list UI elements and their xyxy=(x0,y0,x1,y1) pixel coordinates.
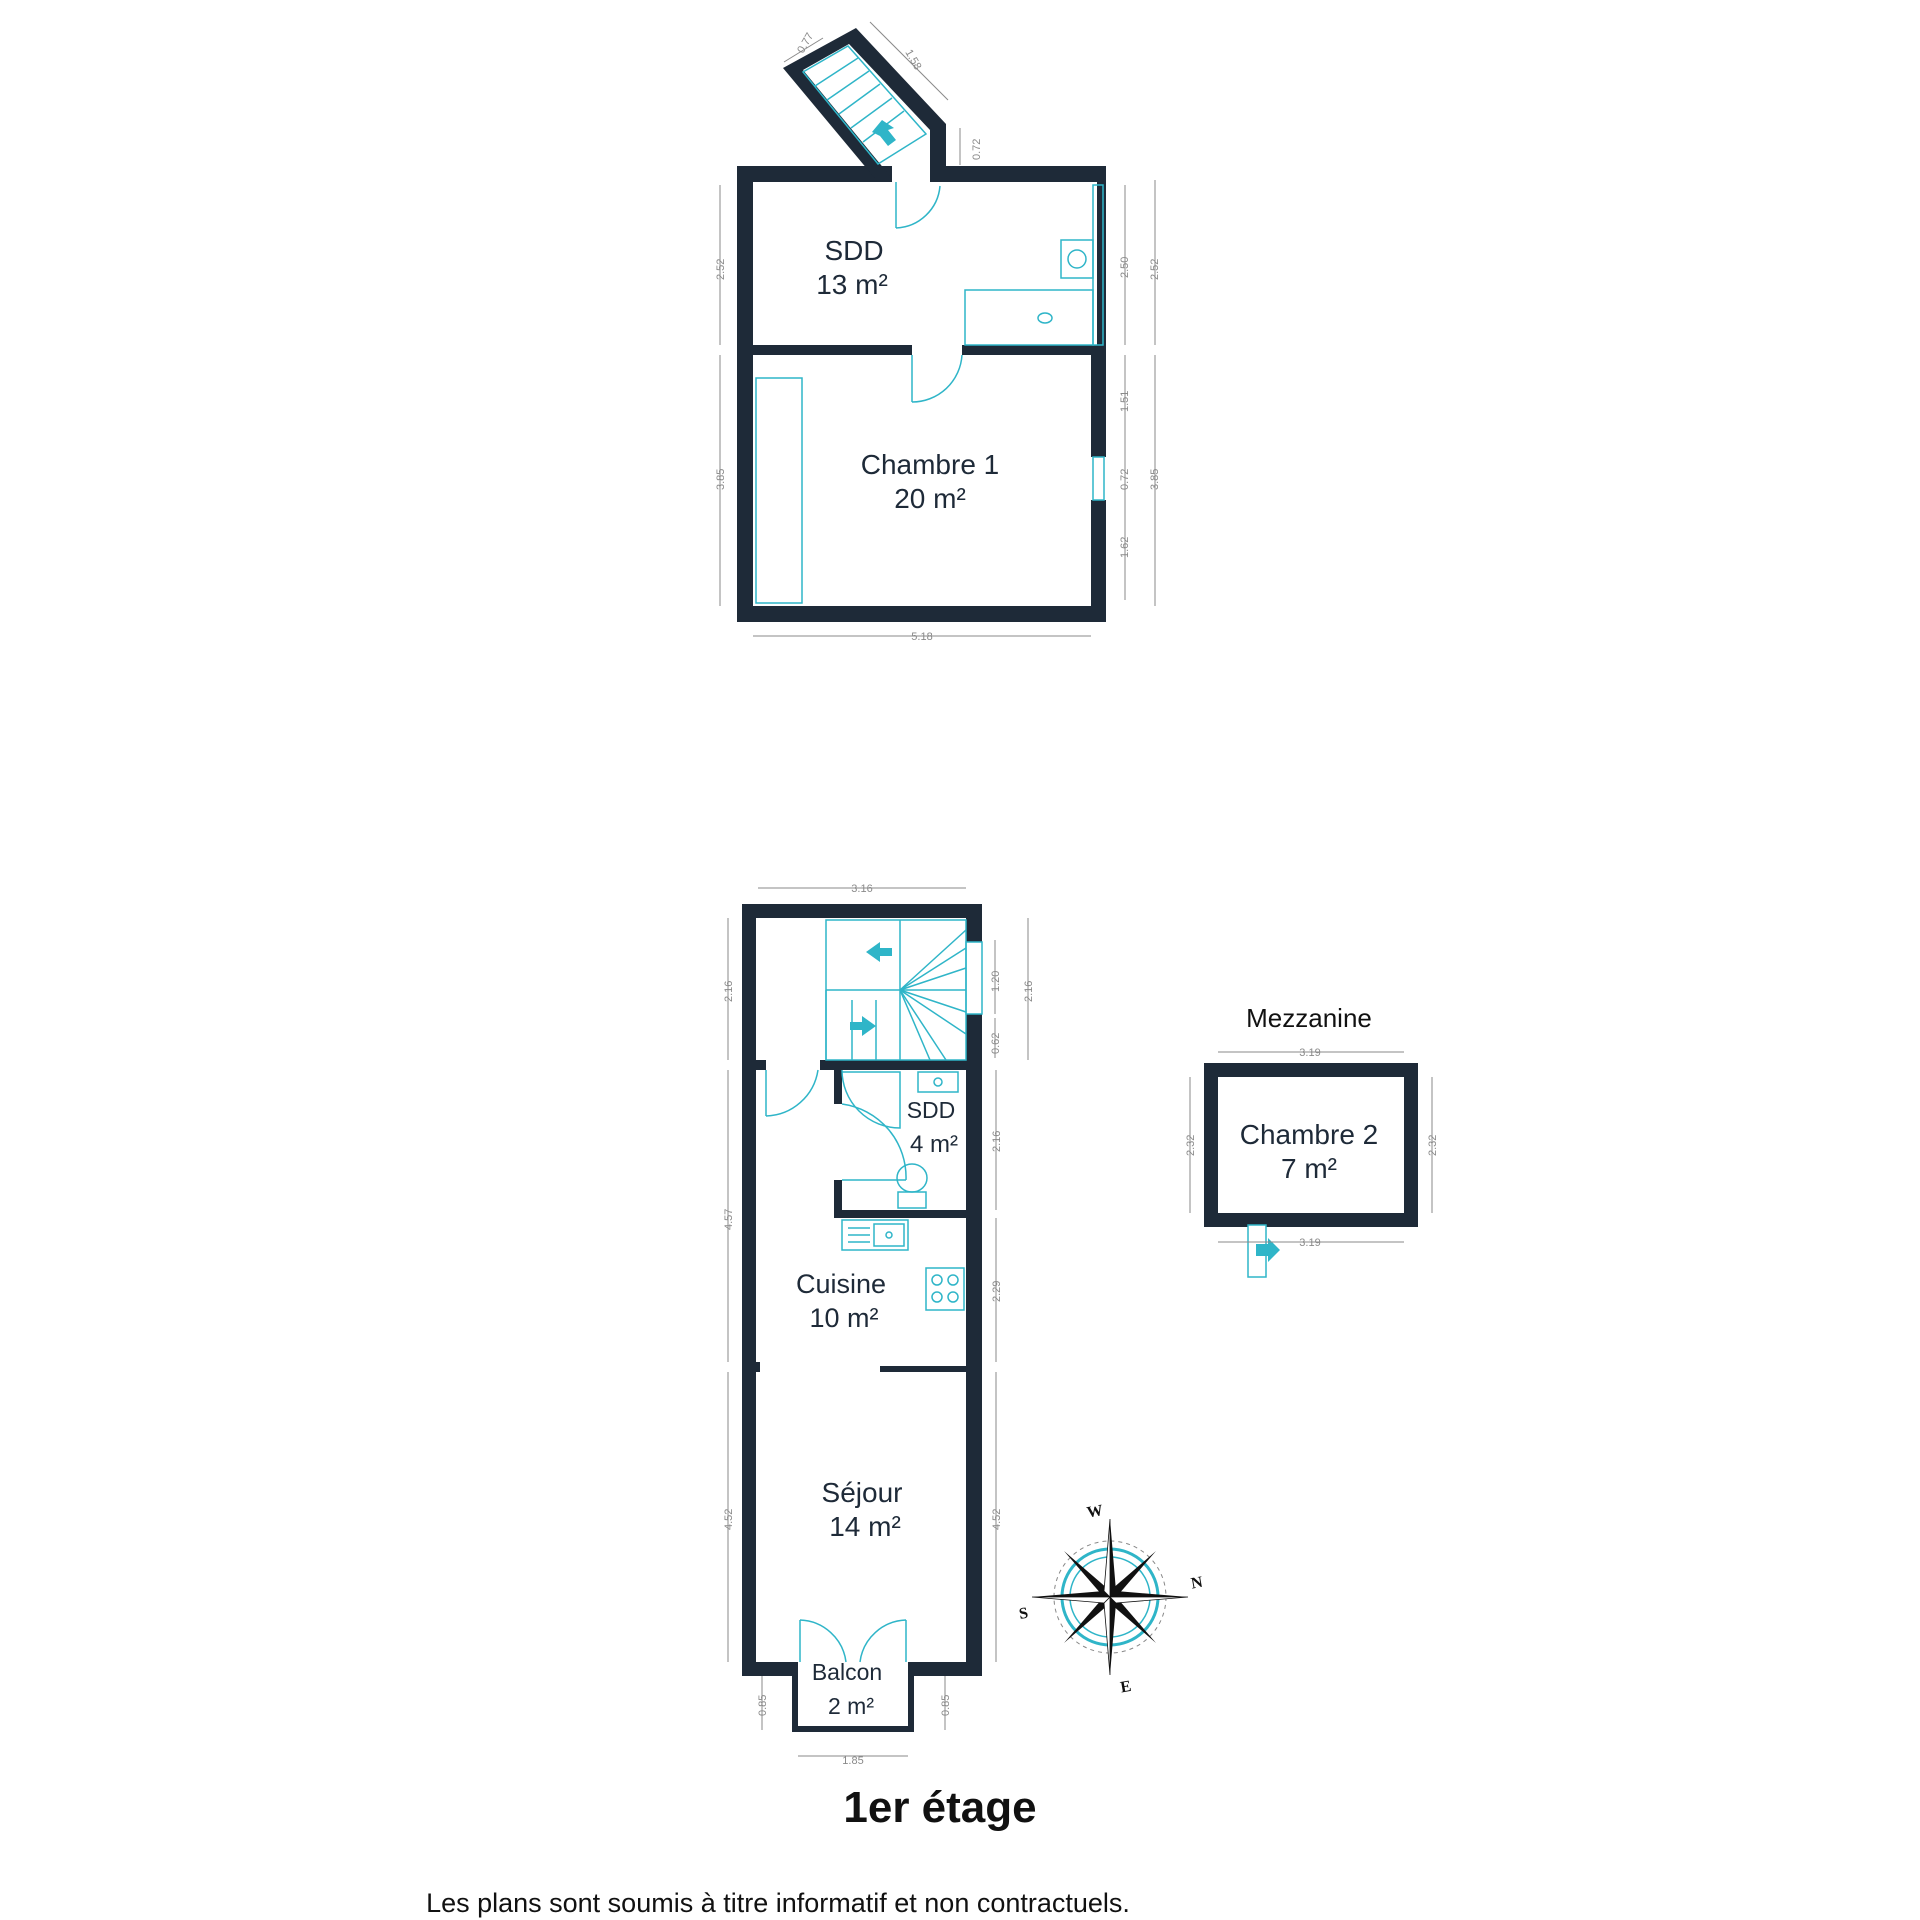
room-label-balcon: Balcon xyxy=(811,1659,883,1685)
stair-arrow-icon xyxy=(872,120,896,146)
dim-text: 2.50 xyxy=(1119,256,1131,278)
dim-text: 1.62 xyxy=(1119,536,1131,558)
room-area-balcon: 2 m² xyxy=(828,1693,874,1719)
dim-text: 4.52 xyxy=(723,1508,735,1530)
room-area-chambre-1: 20 m² xyxy=(894,483,966,514)
compass-letter-e: E xyxy=(1119,1677,1133,1697)
room-area-cuisine: 10 m² xyxy=(809,1303,879,1333)
compass-letter-s: S xyxy=(1017,1604,1030,1623)
dim-text: 0.85 xyxy=(757,1694,769,1716)
dim-text: 2.32 xyxy=(1427,1134,1439,1156)
room-label-cuisine: Cuisine xyxy=(795,1269,887,1299)
room-area-sdd-lower: 4 m² xyxy=(910,1131,958,1158)
dim-text: 2.16 xyxy=(723,980,735,1002)
dim-text: 0.72 xyxy=(971,138,983,160)
dim-text: 3.19 xyxy=(1299,1237,1321,1249)
stair-arrow-icon xyxy=(850,1016,876,1036)
room-area-sejour: 14 m² xyxy=(829,1511,901,1542)
stair-arrow-icon xyxy=(866,942,892,962)
dim-text: 0.62 xyxy=(990,1032,1002,1054)
dim-text: 4.52 xyxy=(991,1508,1003,1530)
lower-stairs xyxy=(826,920,966,1060)
dim-text: 1.85 xyxy=(842,1755,864,1767)
dim-text: 5.18 xyxy=(911,631,933,643)
dim-text: 0.77 xyxy=(795,30,817,56)
room-label-sejour: Séjour xyxy=(821,1477,903,1508)
compass-rose-icon xyxy=(1018,1502,1205,1696)
dim-text: 2.16 xyxy=(1023,980,1035,1002)
room-label-chambre-1: Chambre 1 xyxy=(860,449,1000,480)
room-label-sdd-lower: SDD xyxy=(906,1097,956,1123)
dim-text: 0.72 xyxy=(1119,468,1131,490)
dim-text: 3.85 xyxy=(715,468,727,490)
room-area-sdd-upper: 13 m² xyxy=(816,269,888,300)
compass-letter-w: W xyxy=(1085,1502,1105,1522)
mezzanine-title: Mezzanine xyxy=(1246,1003,1372,1033)
wardrobe xyxy=(756,378,802,603)
dim-text: 2.29 xyxy=(991,1280,1003,1302)
dim-text: 2.52 xyxy=(1149,258,1161,280)
dim-text: 1.20 xyxy=(990,970,1002,992)
room-label-sdd-upper: SDD xyxy=(824,235,884,266)
dim-text: 2.52 xyxy=(715,258,727,280)
upper-walls xyxy=(737,28,1106,622)
upper-dimension-lines xyxy=(720,22,1155,636)
room-area-chambre-2: 7 m² xyxy=(1281,1153,1337,1184)
upper-doors xyxy=(896,182,962,402)
dim-text: 3.85 xyxy=(1149,468,1161,490)
disclaimer: Les plans sont soumis à titre informatif et non contractuels. xyxy=(426,1888,1130,1918)
room-label-chambre-2: Chambre 2 xyxy=(1239,1119,1379,1150)
compass-letter-n: N xyxy=(1189,1573,1205,1593)
dim-text: 3.19 xyxy=(1299,1047,1321,1059)
dim-text: 1.58 xyxy=(902,47,924,73)
floor-title: 1er étage xyxy=(843,1783,1037,1832)
upper-bath-fixtures xyxy=(965,185,1103,345)
dim-text: 2.32 xyxy=(1185,1134,1197,1156)
dim-text: 1.51 xyxy=(1119,390,1131,412)
dim-text: 2.16 xyxy=(991,1130,1003,1152)
dim-text: 3.16 xyxy=(851,883,873,895)
dim-text: 4.57 xyxy=(723,1208,735,1230)
dim-text: 0.85 xyxy=(940,1694,952,1716)
mezzanine-plan xyxy=(1185,1003,1439,1277)
lower-plan xyxy=(723,883,1035,1767)
upper-plan xyxy=(715,22,1161,643)
